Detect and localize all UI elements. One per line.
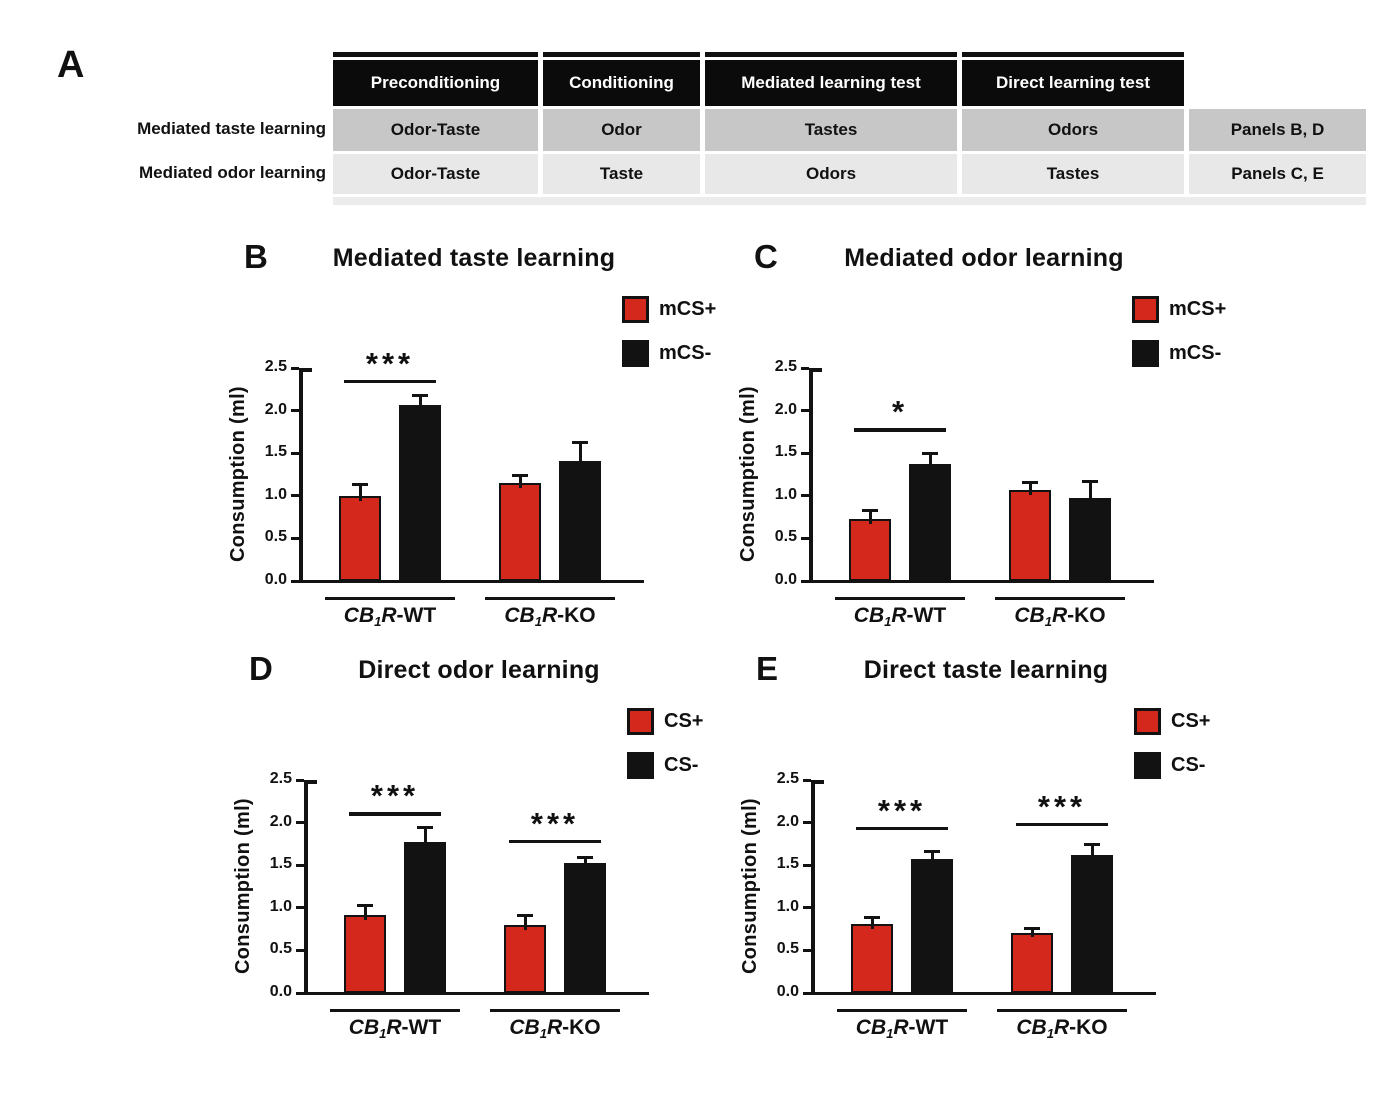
y-tick bbox=[291, 537, 299, 540]
x-group-underline bbox=[490, 1009, 620, 1012]
error-bar-cap bbox=[1084, 843, 1100, 846]
bar-mCS--KO bbox=[559, 461, 601, 581]
panel-c-letter: C bbox=[754, 238, 778, 275]
significance-stars: *** bbox=[877, 792, 927, 828]
legend-label: mCS- bbox=[659, 342, 712, 364]
bar-mCS+-KO bbox=[499, 483, 541, 581]
x-group-underline bbox=[835, 597, 965, 600]
x-group-underline bbox=[330, 1009, 460, 1012]
cs-minus-swatch-icon bbox=[622, 340, 649, 367]
bar-mCS+-WT bbox=[849, 519, 891, 581]
y-axis-label: Consumption (ml) bbox=[232, 798, 254, 975]
legend-row bbox=[1132, 340, 1226, 367]
legend-label: mCS- bbox=[1169, 342, 1222, 364]
y-tick-label: 2.5 bbox=[776, 770, 799, 787]
x-group-label: $CB_1R-WT$ bbox=[853, 604, 947, 629]
legend-label: CS- bbox=[1171, 754, 1206, 776]
y-tick-label: 0.5 bbox=[269, 940, 292, 958]
y-tick-label: 0.5 bbox=[776, 940, 799, 958]
table-top-border bbox=[962, 52, 1184, 57]
x-group-underline bbox=[325, 597, 455, 600]
error-bar-cap bbox=[517, 914, 533, 917]
y-axis-label: Consumption (ml) bbox=[739, 798, 761, 975]
y-tick-label: 2.5 bbox=[269, 770, 292, 787]
x-group-label: $CB_1R-KO$ bbox=[1014, 604, 1106, 629]
table-cell: Odor-Taste bbox=[333, 154, 538, 194]
bar-CS--WT bbox=[911, 859, 953, 993]
plot-area bbox=[737, 358, 1153, 629]
y-tick-label: 0.5 bbox=[774, 528, 797, 546]
y-tick-label: 1.0 bbox=[776, 897, 799, 915]
y-tick bbox=[801, 452, 809, 455]
error-bar-cap bbox=[512, 474, 528, 477]
bar-CS--KO bbox=[1071, 855, 1113, 993]
significance-stars: *** bbox=[1037, 788, 1087, 824]
legend-label: CS- bbox=[664, 754, 699, 776]
x-group-underline bbox=[995, 597, 1125, 600]
y-tick bbox=[296, 779, 304, 782]
panel-a-row-label-2: Mediated odor learning bbox=[138, 163, 326, 182]
y-tick bbox=[801, 409, 809, 412]
table-header-preconditioning: Preconditioning bbox=[333, 60, 538, 106]
x-group-underline bbox=[837, 1009, 967, 1012]
panel-a-row-label-1: Mediated taste learning bbox=[137, 119, 326, 138]
significance-stars: *** bbox=[530, 805, 580, 841]
significance-stars: *** bbox=[365, 345, 415, 381]
error-bar-cap bbox=[357, 904, 373, 907]
y-tick-label: 0.0 bbox=[264, 571, 287, 588]
bar-mCS--KO bbox=[1069, 498, 1111, 581]
significance-stars: *** bbox=[370, 778, 420, 814]
y-tick-label: 2.0 bbox=[776, 812, 799, 830]
y-tick bbox=[291, 494, 299, 497]
legend bbox=[627, 708, 703, 779]
y-axis-top-cap bbox=[809, 368, 822, 372]
y-tick-label: 1.5 bbox=[774, 443, 797, 461]
y-tick-label: 2.0 bbox=[774, 400, 797, 418]
y-tick bbox=[801, 494, 809, 497]
cs-plus-swatch-icon bbox=[627, 708, 654, 735]
y-axis bbox=[809, 368, 813, 583]
x-group-underline bbox=[997, 1009, 1127, 1012]
bar-mCS+-KO bbox=[1009, 490, 1051, 581]
x-group-label: $CB_1R-WT$ bbox=[343, 604, 437, 629]
y-tick bbox=[803, 992, 811, 995]
y-axis bbox=[299, 368, 303, 583]
table-header-blank bbox=[1189, 60, 1366, 106]
panel-c bbox=[737, 238, 1227, 678]
x-group-label: $CB_1R-KO$ bbox=[504, 604, 596, 629]
y-tick bbox=[801, 537, 809, 540]
error-bar-cap bbox=[412, 394, 428, 397]
bar-CS+-KO bbox=[504, 925, 546, 993]
error-bar-cap bbox=[352, 483, 368, 486]
error-bar-cap bbox=[924, 850, 940, 853]
table-cell: Odors bbox=[962, 109, 1184, 151]
bar-mCS+-WT bbox=[339, 496, 381, 581]
error-bar bbox=[1089, 480, 1092, 502]
x-group-underline bbox=[485, 597, 615, 600]
bar-mCS--WT bbox=[909, 464, 951, 581]
table-cell: Odor-Taste bbox=[333, 109, 538, 151]
x-group-label: $CB_1R-KO$ bbox=[1016, 1016, 1108, 1041]
table-cell: Odor bbox=[543, 109, 700, 151]
y-axis-top-cap bbox=[811, 780, 824, 784]
error-bar-cap bbox=[417, 826, 433, 829]
table-cell: Odors bbox=[705, 154, 957, 194]
table-cell: Panels B, D bbox=[1189, 109, 1366, 151]
y-tick bbox=[803, 779, 811, 782]
y-tick bbox=[296, 821, 304, 824]
panel-d bbox=[233, 650, 713, 1090]
y-tick bbox=[801, 580, 809, 583]
y-tick bbox=[296, 992, 304, 995]
y-axis-top-cap bbox=[299, 368, 312, 372]
legend-label: mCS+ bbox=[1169, 298, 1227, 320]
bar-CS--WT bbox=[404, 842, 446, 993]
y-tick bbox=[291, 580, 299, 583]
legend bbox=[1132, 296, 1226, 367]
y-tick-label: 0.5 bbox=[264, 528, 287, 546]
legend-row bbox=[1134, 752, 1210, 779]
x-group-label: $CB_1R-WT$ bbox=[348, 1016, 442, 1041]
table-top-border bbox=[543, 52, 700, 57]
design-table bbox=[333, 52, 1366, 205]
table-top-border bbox=[333, 52, 538, 57]
error-bar-cap bbox=[922, 452, 938, 455]
y-tick bbox=[296, 864, 304, 867]
legend-label: mCS+ bbox=[659, 298, 717, 320]
y-tick-label: 1.0 bbox=[264, 485, 287, 503]
table-cell: Taste bbox=[543, 154, 700, 194]
y-tick-label: 0.0 bbox=[776, 983, 799, 1000]
y-tick bbox=[291, 409, 299, 412]
significance-stars: * bbox=[891, 394, 909, 430]
y-axis bbox=[304, 780, 308, 995]
table-header-mediated-test: Mediated learning test bbox=[705, 60, 957, 106]
y-tick-label: 1.5 bbox=[776, 855, 799, 873]
panel-b bbox=[227, 238, 717, 678]
cs-plus-swatch-icon bbox=[1134, 708, 1161, 735]
legend-label: CS+ bbox=[664, 710, 704, 732]
panel-a-letter: A bbox=[57, 44, 85, 86]
y-axis-label: Consumption (ml) bbox=[737, 386, 759, 563]
y-tick bbox=[803, 906, 811, 909]
error-bar-cap bbox=[864, 916, 880, 919]
cs-minus-swatch-icon bbox=[1134, 752, 1161, 779]
bar-CS+-WT bbox=[344, 915, 386, 993]
error-bar-cap bbox=[577, 856, 593, 859]
bar-CS+-WT bbox=[851, 924, 893, 993]
y-axis bbox=[811, 780, 815, 995]
y-tick bbox=[803, 864, 811, 867]
y-tick bbox=[296, 949, 304, 952]
error-bar bbox=[579, 441, 582, 466]
legend-label: CS+ bbox=[1171, 710, 1211, 732]
plot-area bbox=[232, 770, 648, 1041]
error-bar-cap bbox=[862, 509, 878, 512]
panel-b-title: Mediated taste learning bbox=[332, 244, 616, 272]
y-tick bbox=[803, 821, 811, 824]
table-header-conditioning: Conditioning bbox=[543, 60, 700, 106]
legend-row bbox=[1132, 296, 1226, 323]
legend bbox=[1134, 708, 1210, 779]
y-axis-label: Consumption (ml) bbox=[227, 386, 249, 563]
error-bar-cap bbox=[572, 441, 588, 444]
cs-plus-swatch-icon bbox=[622, 296, 649, 323]
bar-CS+-KO bbox=[1011, 933, 1053, 993]
legend-row bbox=[622, 340, 716, 367]
y-tick bbox=[296, 906, 304, 909]
y-tick-label: 1.5 bbox=[264, 443, 287, 461]
panel-b-letter: B bbox=[244, 238, 268, 275]
x-group-label: $CB_1R-WT$ bbox=[855, 1016, 949, 1041]
legend-row bbox=[622, 296, 716, 323]
y-tick bbox=[801, 367, 809, 370]
legend-row bbox=[627, 752, 703, 779]
cs-plus-swatch-icon bbox=[1132, 296, 1159, 323]
error-bar-cap bbox=[1022, 481, 1038, 484]
cs-minus-swatch-icon bbox=[1132, 340, 1159, 367]
legend-row bbox=[627, 708, 703, 735]
panel-e bbox=[740, 650, 1220, 1090]
y-tick-label: 1.5 bbox=[269, 855, 292, 873]
table-cell: Tastes bbox=[705, 109, 957, 151]
error-bar bbox=[424, 826, 427, 847]
plot-area bbox=[227, 345, 643, 629]
table-header-direct-test: Direct learning test bbox=[962, 60, 1184, 106]
y-tick-label: 2.0 bbox=[264, 400, 287, 418]
y-tick-label: 1.0 bbox=[774, 485, 797, 503]
panel-e-title: Direct taste learning bbox=[863, 656, 1109, 684]
y-tick-label: 0.0 bbox=[269, 983, 292, 1000]
panel-d-letter: D bbox=[249, 650, 273, 687]
panel-d-title: Direct odor learning bbox=[358, 656, 600, 684]
y-tick-label: 2.5 bbox=[774, 358, 797, 375]
y-tick-label: 1.0 bbox=[269, 897, 292, 915]
y-tick bbox=[803, 949, 811, 952]
y-tick bbox=[291, 452, 299, 455]
y-tick-label: 2.5 bbox=[264, 358, 287, 375]
table-top-border bbox=[705, 52, 957, 57]
y-tick bbox=[291, 367, 299, 370]
legend-row bbox=[1134, 708, 1210, 735]
table-cell: Panels C, E bbox=[1189, 154, 1366, 194]
error-bar-cap bbox=[1082, 480, 1098, 483]
panel-e-letter: E bbox=[756, 650, 779, 687]
bar-CS--KO bbox=[564, 863, 606, 993]
x-group-label: $CB_1R-KO$ bbox=[509, 1016, 601, 1041]
table-cell: Tastes bbox=[962, 154, 1184, 194]
panel-c-title: Mediated odor learning bbox=[844, 244, 1124, 272]
y-tick-label: 0.0 bbox=[774, 571, 797, 588]
bar-mCS--WT bbox=[399, 405, 441, 581]
y-tick-label: 2.0 bbox=[269, 812, 292, 830]
y-axis-top-cap bbox=[304, 780, 317, 784]
plot-area bbox=[739, 770, 1155, 1041]
legend bbox=[622, 296, 716, 367]
table-top-border-blank bbox=[1189, 52, 1366, 57]
table-bottom-border bbox=[333, 197, 1366, 205]
cs-minus-swatch-icon bbox=[627, 752, 654, 779]
error-bar-cap bbox=[1024, 927, 1040, 930]
